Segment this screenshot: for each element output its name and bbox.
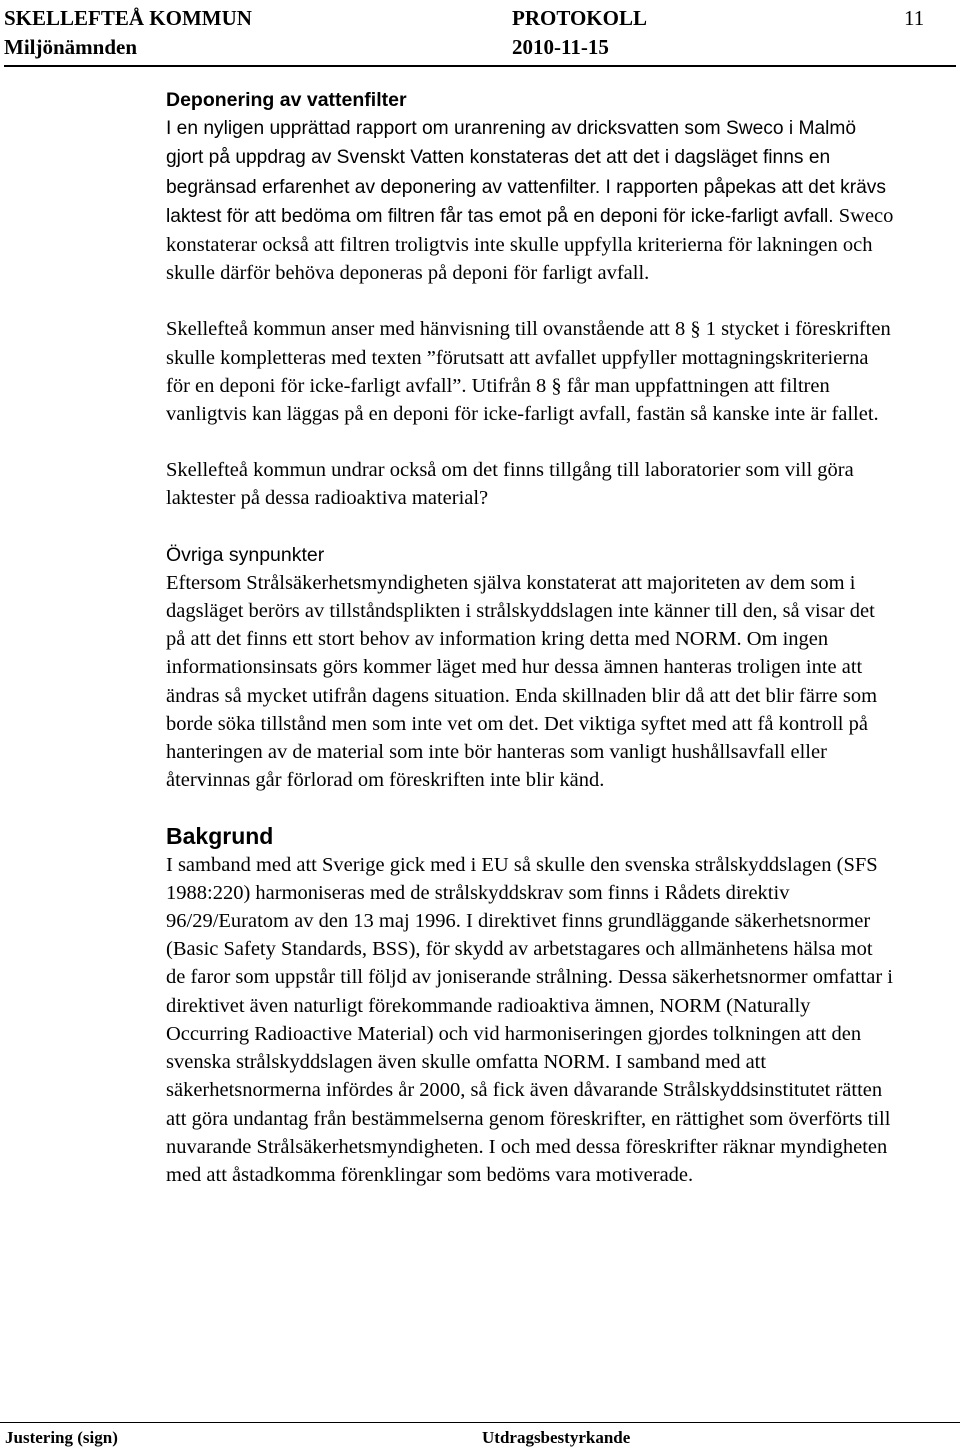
bakgrund-para1: I samband med att Sverige gick med i EU så skulle den svenska strålskyddslagen (SFS 1988:220) harmoniseras med de strålskyddskrav som finns i Rådets direktiv 96/29/Euratom av den 13 maj 1996. I direktivet finns grundläggande säkerhetsnormer (Basic Safety Standards, BSS), för skydd av arbetstagares och allmänhetens hälsa mot de faror som uppstår till följd av joniserande strålning. Dessa säkerhetsnormer omfattar i direktivet även naturligt förekommande radioaktiva ämnen, NORM (Naturally Occurring Radioactive Material) och vid harmoniseringen gjordes tolkningen att den svenska strålskyddslagen även skulle omfatta NORM. I samband med att säkerhetsnormerna infördes år 2000, så fick även dåvarande Strålskyddsinstitutet rätten att göra undantag från bestämmelserna genom föreskrifter, en rättighet som överförts till nuvarande Strålsäkerhetsmyndigheten. I och med dessa föreskrifter räknar myndigheten med att åstadkomma förenklingar som bedöms vara motiverade. <box>166 853 893 1186</box>
spacer <box>166 513 894 541</box>
page-number: 11 <box>904 6 925 30</box>
header-committee: Miljönämnden <box>4 35 138 59</box>
section-bakgrund <box>166 822 894 1189</box>
page-footer <box>0 1408 960 1451</box>
section-deponering <box>166 86 894 513</box>
ovriga-para1: Eftersom Strålsäkerhetsmyndigheten själva konstaterat att majoriteten av dem som i dagsläget berörs av tillståndsplikten i strålskyddslagen inte känner till den, så visar det på att det finns ett stort behov av information kring detta med NORM. Om ingen informationsinsats görs kommer läget med hur dessa ämnen hanteras troligen inte att ändras så mycket utifrån dagens situation. Enda skillnaden blir då att det blir färre som borde söka tillstånd men som inte vet om det. Det viktiga syftet med att få kontroll på hanteringen av de material som inte bör hanteras som vanligt hushållsavfall eller återvinnas går förlorad om föreskriften inte blir känd. <box>166 571 878 792</box>
spacer <box>166 794 894 822</box>
footer-utdragsbestyrkande: Utdragsbestyrkande <box>482 1428 631 1447</box>
deponering-para2: Skellefteå kommun anser med hänvisning till ovanstående att 8 § 1 stycket i föreskriften skulle kompletteras med texten ”förutsatt att avfallet uppfyller mottagningskriterierna för en deponi för icke-farligt avfall”. Utifrån 8 § får man uppfattningen att filtren vanligtvis kan läggas på en deponi för icke-farligt avfall, fastän så kanske inte är fallet. <box>166 318 891 426</box>
section-ovriga <box>166 541 894 795</box>
section-title-deponering: Deponering av vattenfilter <box>166 89 407 111</box>
deponering-para3: Skellefteå kommun undrar också om det finns tillgång till laboratorier som vill göra laktester på dessa radioaktiva material? <box>166 459 854 510</box>
deponering-para1-tail: Sweco konstaterar också att filtren troligtvis inte skulle uppfylla kriterierna för lakningen och skulle därför behöva deponeras på deponi för farligt avfall. <box>166 204 894 285</box>
spacer <box>166 428 894 456</box>
deponering-para1-sans: I en nyligen upprättad rapport om uranrening av dricksvatten som Sweco i Malmö gjort på uppdrag av Svenskt Vatten konstateras det att det i dagsläget finns en begränsad erfarenhet av deponering av vattenfilter. I rapporten påpekas att det krävs laktest för att bedöma om filtren får tas emot på en deponi för icke-farligt avfall. <box>166 118 886 227</box>
footer-divider <box>0 1422 960 1423</box>
section-title-bakgrund: Bakgrund <box>166 823 274 850</box>
spacer <box>166 287 894 315</box>
footer-justering: Justering (sign) <box>5 1428 118 1447</box>
deponering-para1 <box>166 114 894 287</box>
header-doc-type: PROTOKOLL <box>512 6 647 30</box>
header-org: SKELLEFTEÅ KOMMUN <box>4 6 252 30</box>
page-header <box>4 6 956 66</box>
section-title-ovriga: Övriga synpunkter <box>166 543 325 566</box>
header-date: 2010-11-15 <box>512 35 609 59</box>
document-body <box>166 86 894 1189</box>
header-divider <box>4 65 956 67</box>
